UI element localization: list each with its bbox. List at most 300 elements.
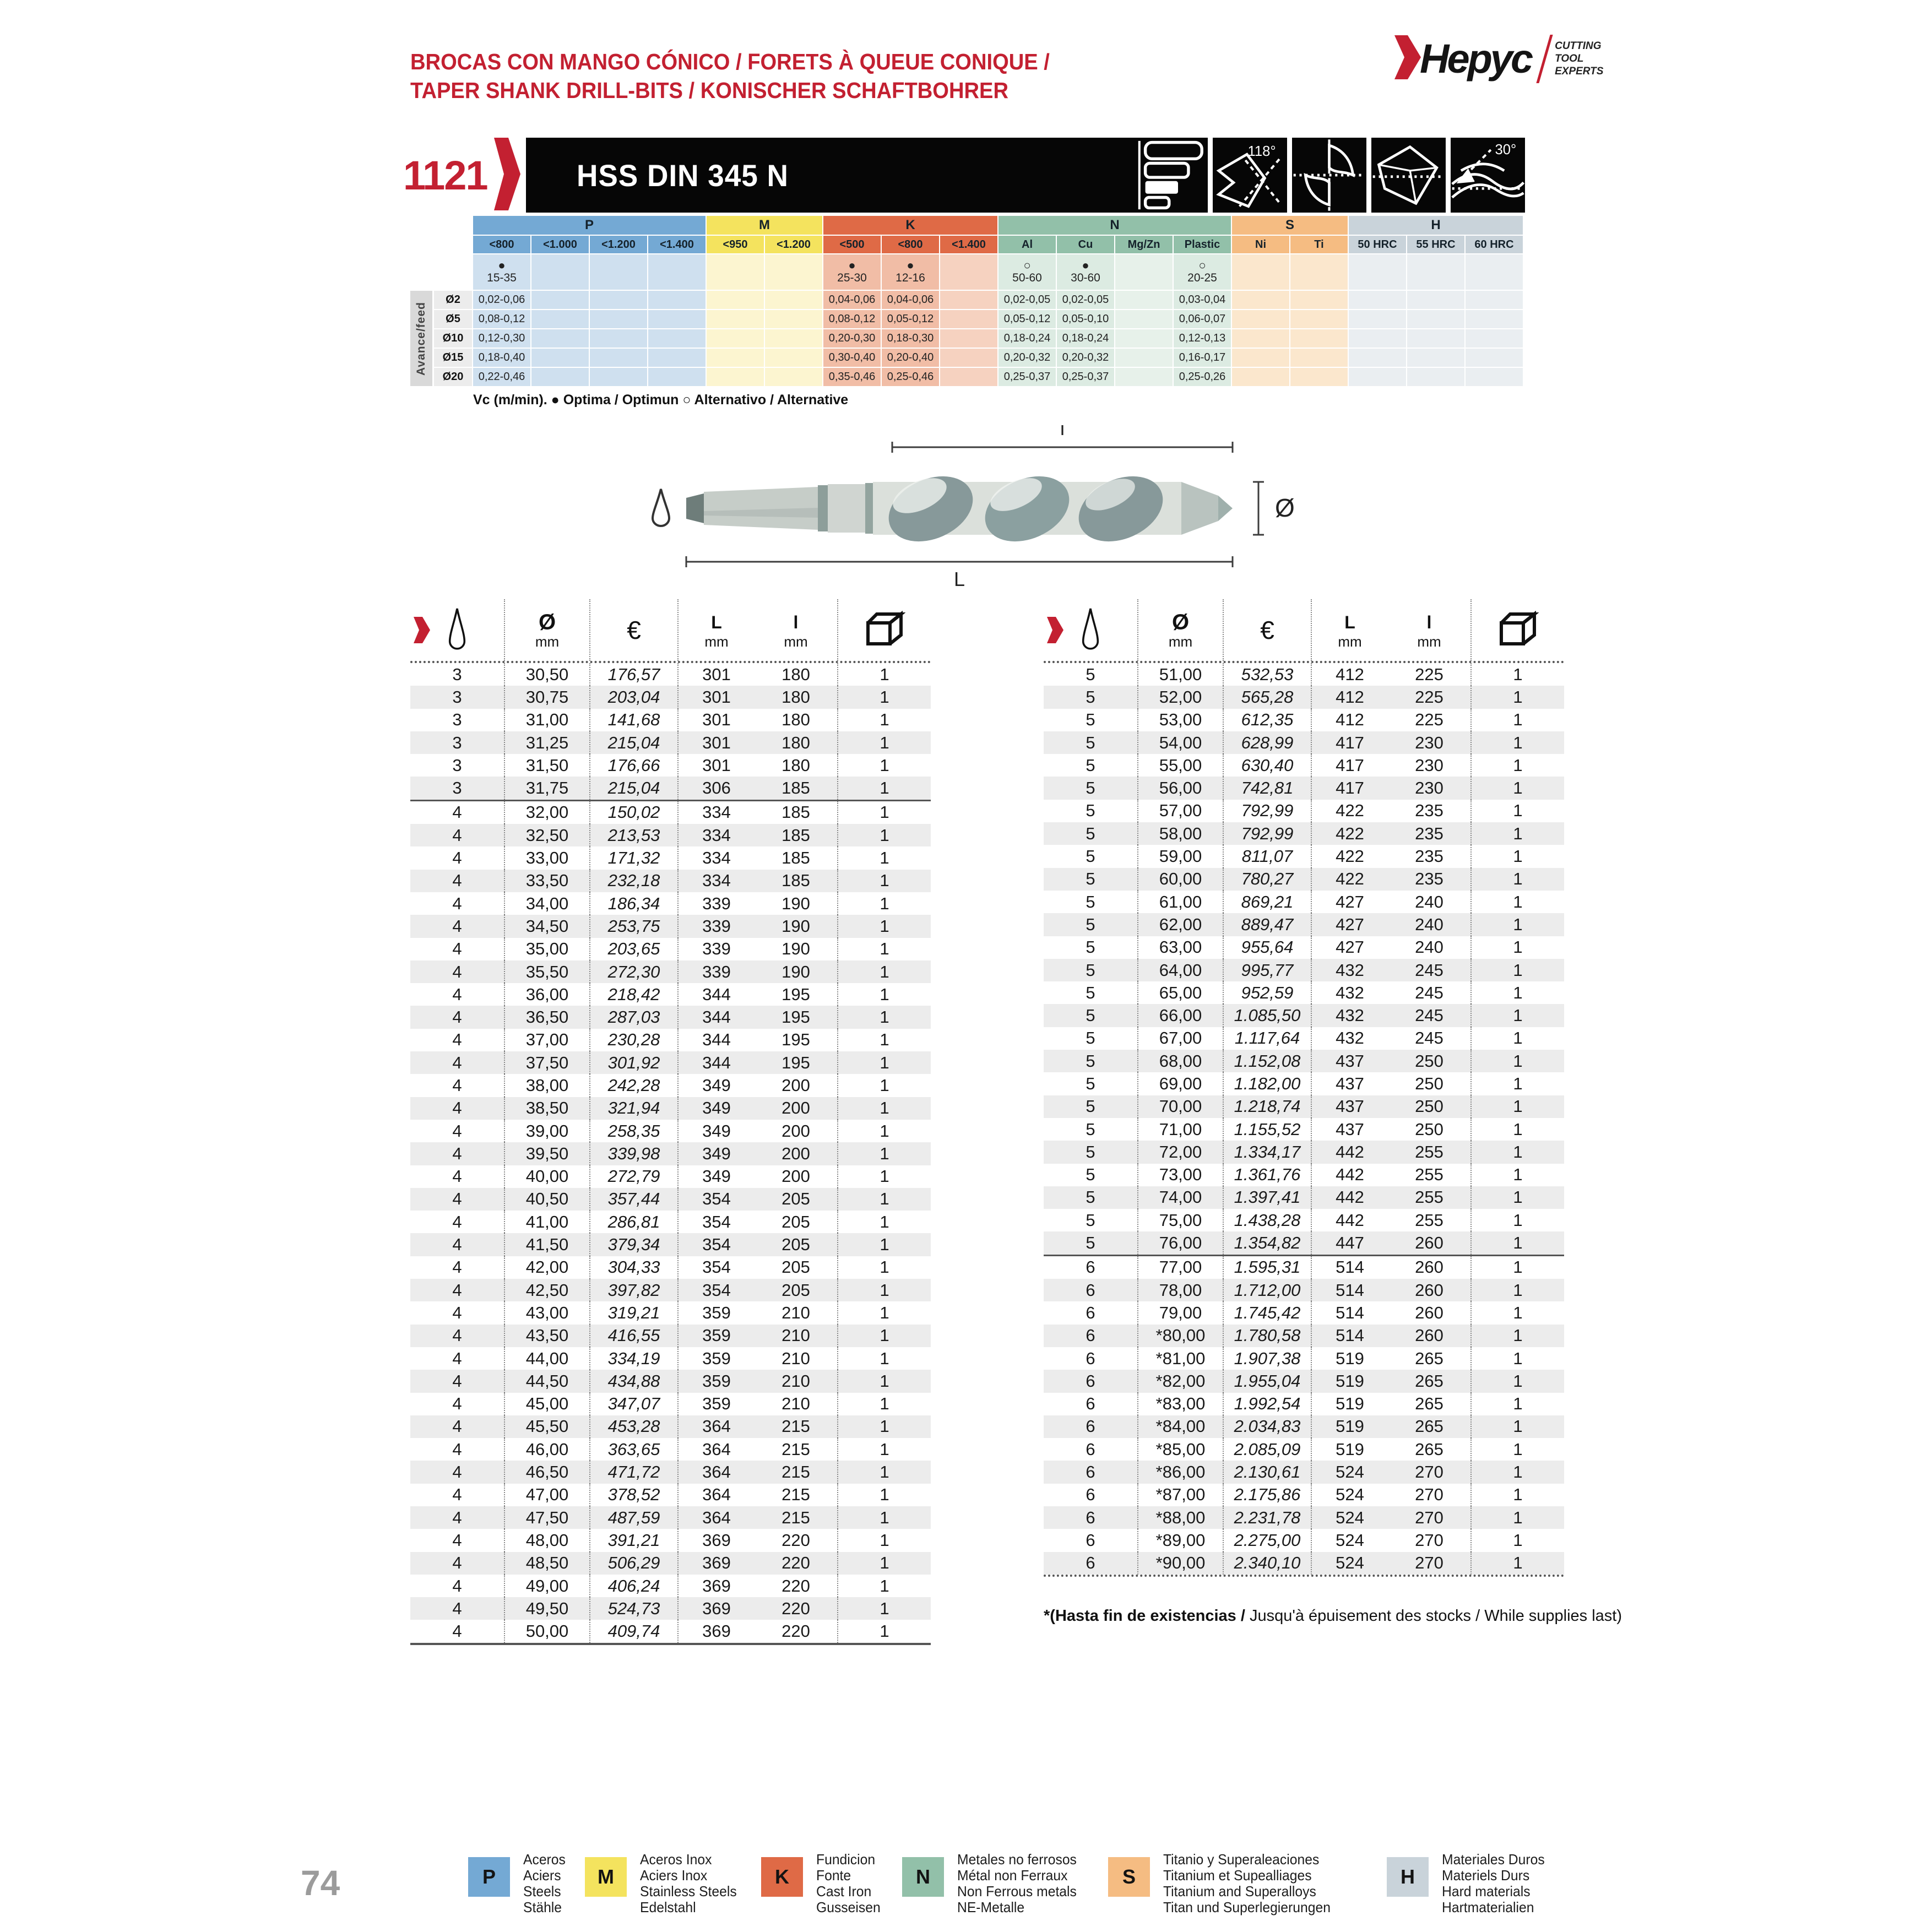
taper-number-cell: 5 [1086,710,1095,730]
pack-qty-cell: 1 [837,1484,931,1506]
pack-qty-cell: 1 [837,1051,931,1074]
taper-number-cell: 5 [1086,1119,1095,1139]
pack-qty-cell: 1 [1470,1325,1564,1347]
diameter-cell: 45,00 [504,1393,589,1415]
product-banner [403,138,1157,213]
price-cell: 1.334,17 [1223,1141,1311,1163]
table-row [1044,959,1564,981]
drill-bit-figure [633,425,1349,593]
table-row [410,1529,931,1551]
diameter-cell: 40,50 [504,1188,589,1211]
price-cell: 742,81 [1223,777,1311,799]
total-length-cell: 422 [1311,800,1388,822]
taper-number-cell: 6 [1086,1439,1095,1459]
taper-number-cell: 5 [1086,1187,1095,1207]
feed-value-cell [1290,349,1348,367]
total-length-cell: 432 [1311,1027,1388,1050]
taper-number-cell: 5 [1086,823,1095,843]
speed-table-footnote: Vc (m/min). ● Optima / Optimun ○ Alternativo / Alternative [473,392,849,408]
brand-name: Hepyc [1420,36,1532,82]
diameter-cell: 53,00 [1137,709,1223,731]
total-length-cell: 364 [677,1484,755,1506]
diameter-cell: 37,00 [504,1029,589,1051]
total-length-cell: 412 [1311,663,1388,686]
diameter-cell: 39,50 [504,1142,589,1165]
diameter-cell: 76,00 [1137,1231,1223,1254]
price-cell: 213,53 [589,824,677,846]
feed-value-cell [531,349,589,367]
diameter-cell: *89,00 [1137,1529,1223,1551]
table-row [1044,1050,1564,1072]
table-row [1044,1484,1564,1506]
total-length-cell: 301 [677,709,755,731]
flute-length-cell: 190 [782,939,810,959]
total-length-cell: 339 [677,938,755,960]
pack-qty-cell: 1 [837,1142,931,1165]
total-length-cell: 349 [677,1120,755,1142]
table-row [410,1211,931,1233]
flute-length-cell: 205 [782,1257,810,1277]
pack-qty-cell: 1 [837,1097,931,1120]
feed-value-cell: 0,25-0,46 [882,368,939,386]
taper-number-cell: 4 [452,1530,462,1550]
cutting-speed-cell [1115,254,1173,290]
total-length-cell: 359 [677,1393,755,1415]
speed-value: 12-16 [896,272,925,284]
taper-number-cell: 4 [452,825,462,845]
diameter-cell: 32,00 [504,801,589,824]
price-cell: 1.745,42 [1223,1301,1311,1324]
table-row [1044,891,1564,913]
diameter-cell: 69,00 [1137,1072,1223,1095]
header-cell [589,599,677,661]
price-cell: 792,99 [1223,800,1311,822]
total-length-cell: 432 [1311,981,1388,1004]
total-length-cell: 514 [1311,1279,1388,1301]
header-cell [1470,599,1564,661]
legend-text-line: Métal non Ferraux [957,1867,1068,1884]
table-row [410,960,931,983]
pack-qty-cell: 1 [837,1393,931,1415]
table-row [1044,1461,1564,1483]
pack-qty-cell: 1 [837,915,931,937]
feed-value-cell [1466,310,1523,328]
diameter-cell: 70,00 [1137,1095,1223,1118]
diameter-cell: 71,00 [1137,1118,1223,1141]
diameter-cell: 65,00 [1137,981,1223,1004]
total-length-cell: 334 [677,801,755,824]
feed-diameter-label: Ø5 [434,310,472,328]
taper-number-cell: 4 [452,1485,462,1505]
material-subheader: 50 HRC [1349,236,1406,253]
taper-number-cell: 5 [1086,1006,1095,1025]
flute-length-cell: 225 [1415,710,1443,730]
taper-number-cell: 5 [1086,983,1095,1002]
pack-qty-cell: 1 [1470,1231,1564,1254]
pack-qty-cell: 1 [1470,1050,1564,1072]
price-cell: 612,35 [1223,709,1311,731]
price-cell: 287,03 [589,1006,677,1028]
flute-length-cell: 265 [1415,1417,1443,1436]
total-length-cell: 437 [1311,1118,1388,1141]
diameter-cell: 38,50 [504,1097,589,1120]
svg-text:118°: 118° [1247,143,1276,159]
page-number: 74 [301,1863,340,1903]
pack-qty-cell: 1 [1470,1506,1564,1529]
taper-number-cell: 6 [1086,1257,1095,1277]
flute-length-cell: 265 [1415,1439,1443,1459]
pack-qty-cell: 1 [837,1597,931,1620]
total-length-cell: 369 [677,1597,755,1620]
pack-qty-cell: 1 [1470,1461,1564,1483]
feed-value-cell [1115,310,1173,328]
diameter-cell: 60,00 [1137,868,1223,891]
total-length-cell: 524 [1311,1484,1388,1506]
flute-length-cell: 250 [1415,1051,1443,1071]
feed-row [434,368,1531,386]
pack-qty-cell: 1 [1470,686,1564,708]
flute-length-cell: 270 [1415,1485,1443,1505]
feed-value-cell: 0,08-0,12 [473,310,530,328]
feed-value-cell [1232,368,1289,386]
diameter-cell: 40,00 [504,1165,589,1188]
unit-label: mm [1338,633,1362,650]
price-cell: 1.907,38 [1223,1347,1311,1370]
diameter-cell: 43,50 [504,1325,589,1347]
total-length-cell: 437 [1311,1095,1388,1118]
legend-text-line: Steels [523,1883,561,1900]
total-length-cell: 301 [677,754,755,777]
table-row [410,1301,931,1324]
diameter-cell: 72,00 [1137,1141,1223,1163]
diameter-cell: 34,00 [504,892,589,915]
diameter-cell: 31,00 [504,709,589,731]
stock-footnote-rest: Jusqu'à épuisement des stocks / While supplies last) [1249,1607,1622,1625]
flute-length-cell: 190 [782,916,810,936]
table-row [410,846,931,869]
flute-length-cell: 265 [1415,1348,1443,1368]
feed-value-cell: 0,18-0,24 [1057,329,1114,348]
feed-value-cell [590,310,647,328]
total-length-cell: 301 [677,686,755,708]
flute-length-cell: 260 [1415,1257,1443,1277]
total-length-cell: 301 [677,663,755,686]
taper-number-cell: 4 [452,1394,462,1414]
feed-value-cell [1349,310,1406,328]
speed-group-header-row [473,216,1531,235]
price-cell: 2.085,09 [1223,1438,1311,1461]
table-row [410,1506,931,1529]
header-cell [1137,599,1223,661]
price-cell: 150,02 [589,801,677,824]
price-column-header: € [1260,616,1274,644]
price-cell: 176,66 [589,754,677,777]
taper-number-cell: 5 [1086,1028,1095,1048]
taper-number-cell: 6 [1086,1280,1095,1300]
price-cell: 792,99 [1223,822,1311,845]
feed-value-cell: 0,20-0,40 [882,349,939,367]
helix-angle-30-icon [1451,138,1525,213]
taper-number-cell: 4 [452,848,462,868]
price-cell: 780,27 [1223,868,1311,891]
total-length-cell: 339 [677,915,755,937]
price-cell: 1.361,76 [1223,1164,1311,1186]
taper-number-cell: 6 [1086,1462,1095,1482]
pack-qty-cell: 1 [837,1461,931,1483]
diameter-cell: 58,00 [1137,822,1223,845]
table-header-row [410,599,931,663]
price-cell: 1.712,00 [1223,1279,1311,1301]
cutting-speed-cell [590,254,647,290]
taper-number-cell: 5 [1086,1210,1095,1230]
unit-label: mm [784,633,808,650]
table-row [1044,936,1564,959]
legend-text [816,1852,881,1915]
total-length-cell: 364 [677,1415,755,1438]
feed-value-cell [940,310,997,328]
total-length-cell: 349 [677,1097,755,1120]
cutting-speed-cell [882,254,939,290]
legend-text-line: Aciers [523,1867,561,1884]
stock-footnote-strong: *(Hasta fin de existencias / [1044,1607,1250,1625]
total-length-cell: 354 [677,1211,755,1233]
flute-length-cell: 195 [782,1030,810,1050]
feed-value-cell [1232,349,1289,367]
feed-value-cell: 0,03-0,04 [1174,291,1231,309]
diameter-cell: 31,25 [504,731,589,754]
flute-length-cell: 185 [782,825,810,845]
total-length-cell: 427 [1311,913,1388,936]
diameter-cell: 66,00 [1137,1004,1223,1027]
table-row [410,1461,931,1483]
cutting-speed-cell [531,254,589,290]
feed-value-cell [707,329,764,348]
price-cell: 321,94 [589,1097,677,1120]
price-cell: 1.218,74 [1223,1095,1311,1118]
pack-qty-cell: 1 [1470,1415,1564,1438]
total-length-cell: 524 [1311,1461,1388,1483]
table-row [1044,1141,1564,1163]
taper-number-cell: 5 [1086,1233,1095,1253]
feed-value-cell: 0,22-0,46 [473,368,530,386]
feed-value-cell [1466,329,1523,348]
legend-text-line: Materiels Durs [1442,1867,1530,1884]
table-row [410,1279,931,1301]
legend-text-line: Titan und Superlegierungen [1163,1899,1331,1915]
diameter-cell: *88,00 [1137,1506,1223,1529]
diameter-cell: 42,50 [504,1279,589,1301]
table-row [1044,1004,1564,1027]
diameter-cell: 35,50 [504,960,589,983]
table-row [1044,1186,1564,1209]
feed-axis-label: Avance/feed [415,301,427,376]
flute-length-cell: 215 [782,1462,810,1482]
table-row [1044,686,1564,708]
price-cell: 630,40 [1223,754,1311,777]
table-row [1044,800,1564,822]
material-subheader: <800 [882,236,939,253]
banner-chevron-icon [493,137,522,214]
pack-qty-cell: 1 [837,663,931,686]
price-cell: 253,75 [589,915,677,937]
diameter-cell: 41,50 [504,1233,589,1256]
price-cell: 532,53 [1223,663,1311,686]
taper-number-cell: 6 [1086,1507,1095,1527]
red-chevron-icon [413,616,431,647]
legend-item [1387,1852,1550,1915]
flute-length-cell: 235 [1415,846,1443,866]
flute-length-cell: 245 [1415,1028,1443,1048]
flute-length-cell: 265 [1415,1371,1443,1391]
total-length-cell: 369 [677,1620,755,1642]
geometry-icon-box [1451,138,1525,213]
price-cell: 416,55 [589,1325,677,1347]
morse-taper-cone-icon [1078,606,1103,654]
feed-value-cell: 0,12-0,30 [473,329,530,348]
total-length-cell: 442 [1311,1141,1388,1163]
feed-value-cell [1407,368,1464,386]
taper-number-cell: 4 [452,871,462,891]
header-cell [1223,599,1311,661]
taper-number-cell: 5 [1086,664,1095,684]
price-cell: 1.397,41 [1223,1186,1311,1209]
feed-value-cell [590,291,647,309]
feed-value-cell [1407,310,1464,328]
taper-number-cell: 4 [452,1098,462,1118]
table-row [410,1393,931,1415]
feed-value-cell [1407,291,1464,309]
alternative-marker: ○ [1023,258,1031,272]
cutting-speed-cell [1232,254,1289,290]
total-length-column-header: L [711,612,722,632]
feed-value-cell: 0,04-0,06 [882,291,939,309]
legend-text-line: Edelstahl [640,1899,696,1915]
speed-value: 50-60 [1012,272,1042,284]
diameter-cell: *82,00 [1137,1370,1223,1392]
price-cell: 2.275,00 [1223,1529,1311,1551]
feed-value-cell [531,310,589,328]
total-length-cell: 422 [1311,868,1388,891]
flute-length-cell: 270 [1415,1530,1443,1550]
price-cell: 1.780,58 [1223,1325,1311,1347]
legend-color-swatch: S [1108,1857,1150,1897]
feed-value-cell: 0,35-0,46 [823,368,881,386]
flute-length-cell: 195 [782,984,810,1004]
material-subheader: <1.400 [648,236,705,253]
price-cell: 363,65 [589,1438,677,1461]
feed-diameter-label: Ø15 [434,349,472,367]
taper-number-cell: 5 [1086,1097,1095,1116]
diameter-cell: 56,00 [1137,777,1223,799]
table-row [1044,1255,1564,1279]
feed-value-cell: 0,20-0,32 [998,349,1056,367]
feed-diameter-label: Ø2 [434,291,472,309]
product-title: HSS DIN 345 N [576,158,789,193]
taper-number-cell: 6 [1086,1417,1095,1436]
taper-number-cell: 4 [452,916,462,936]
total-length-cell: 344 [677,1051,755,1074]
price-cell: 952,59 [1223,981,1311,1004]
feed-value-cell [1115,368,1173,386]
total-length-cell: 427 [1311,891,1388,913]
diameter-cell: 33,50 [504,870,589,892]
table-row [1044,1279,1564,1301]
taper-number-cell: 6 [1086,1485,1095,1505]
total-length-cell: 364 [677,1438,755,1461]
price-cell: 1.155,52 [1223,1118,1311,1141]
pack-qty-cell: 1 [1470,1529,1564,1551]
taper-number-cell: 5 [1086,1165,1095,1185]
table-row [1044,1552,1564,1575]
flute-length-cell: 220 [782,1553,810,1573]
flute-length-cell: 200 [782,1098,810,1118]
feed-value-cell [940,368,997,386]
flute-length-cell: 210 [782,1348,810,1368]
taper-number-cell: 5 [1086,778,1095,798]
taper-number-cell: 4 [452,962,462,981]
cutting-speed-cell [765,254,822,290]
flute-length-cell: 205 [782,1235,810,1255]
total-length-cell: 359 [677,1301,755,1324]
material-subheader: Ni [1232,236,1289,253]
feed-value-cell [1290,310,1348,328]
taper-number-cell: 3 [452,687,462,707]
cutting-speed-cell [998,254,1056,290]
pack-qty-cell: 1 [837,1552,931,1575]
taper-number-cell: 6 [1086,1371,1095,1391]
header-cell [1044,599,1137,661]
tagline-line: CUTTING [1555,40,1602,52]
taper-number-cell: 6 [1086,1348,1095,1368]
pack-qty-cell: 1 [837,709,931,731]
legend-text-line: Hard materials [1442,1883,1531,1900]
diameter-cell: 48,00 [504,1529,589,1551]
table-row [410,1325,931,1347]
feed-value-cell [765,349,822,367]
material-group-header: N [998,216,1231,235]
package-box-icon [864,611,905,650]
taper-number-cell: 4 [452,1439,462,1459]
total-length-cell: 369 [677,1575,755,1597]
legend-text-line: Stainless Steels [640,1883,737,1900]
flute-length-cell: 200 [782,1075,810,1095]
diameter-cell: 63,00 [1137,936,1223,959]
flute-length-cell: 200 [782,1143,810,1163]
legend-text-line: Metales no ferrosos [957,1851,1077,1868]
page-title [410,47,1050,105]
total-length-cell: 369 [677,1552,755,1575]
material-subheader: 55 HRC [1407,236,1464,253]
table-row [410,663,931,686]
taper-number-cell: 4 [452,1280,462,1300]
table-row [1044,1370,1564,1392]
pack-qty-cell: 1 [1470,913,1564,936]
package-box-icon [1497,611,1539,650]
cutting-speed-cell [940,254,997,290]
price-cell: 409,74 [589,1620,677,1642]
price-cell: 453,28 [589,1415,677,1438]
total-length-cell: 442 [1311,1164,1388,1186]
diameter-cell: 31,50 [504,754,589,777]
flute-length-cell: 240 [1415,892,1443,911]
table-row [1044,663,1564,686]
taper-number-cell: 4 [452,1553,462,1573]
feed-value-cell: 0,05-0,12 [882,310,939,328]
feed-value-cell [648,310,705,328]
price-cell: 565,28 [1223,686,1311,708]
header-cell [755,599,837,661]
diameter-cell: 43,00 [504,1301,589,1324]
